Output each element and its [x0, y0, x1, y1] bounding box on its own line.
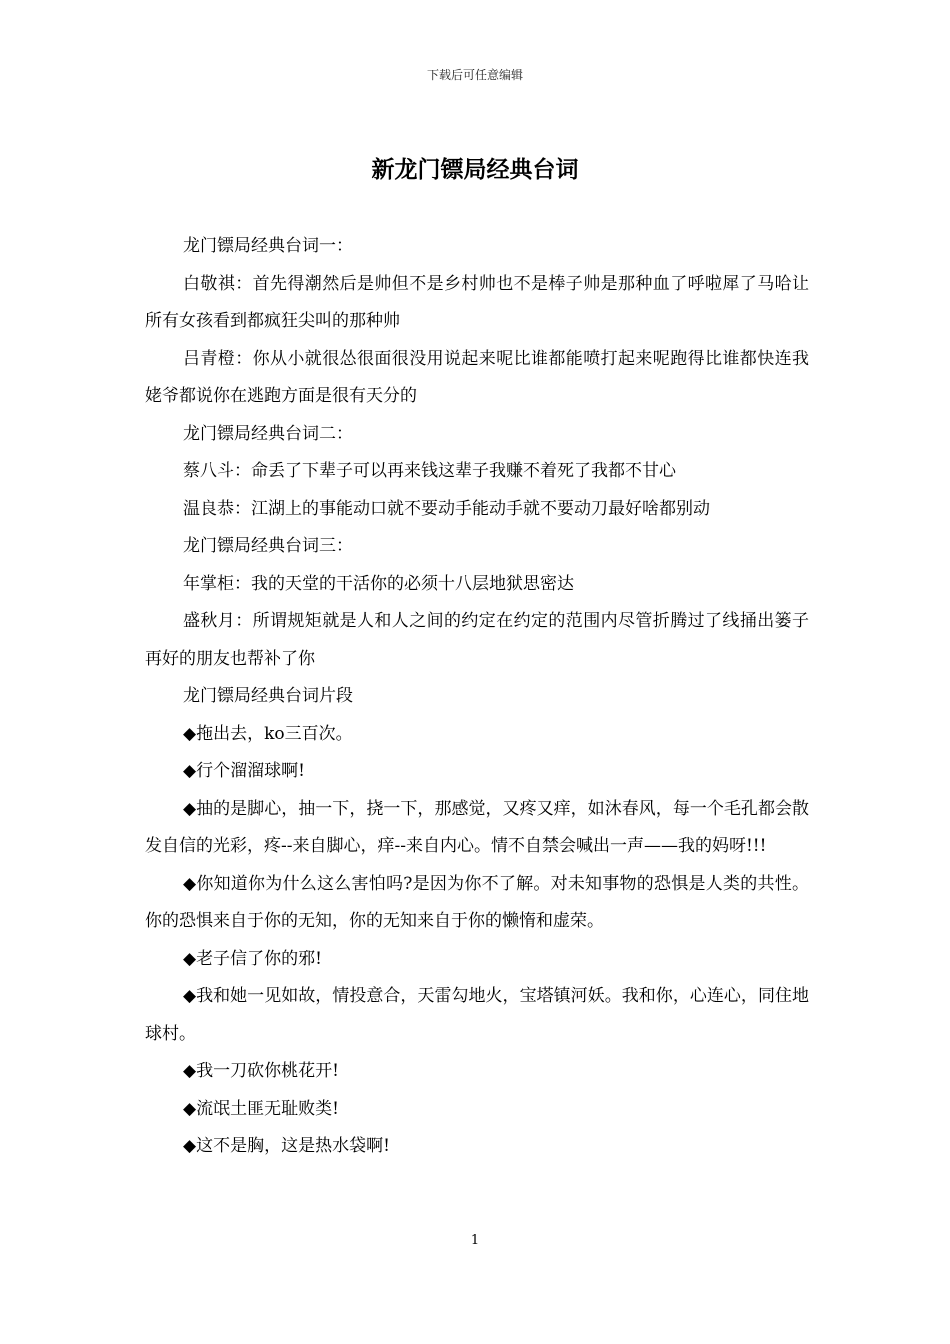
paragraph-section-heading: 龙门镖局经典台词一：: [183, 236, 353, 256]
page-number: 1: [470, 1233, 480, 1248]
document-body: [145, 228, 809, 1166]
paragraph-quote: 年掌柜：我的天堂的干活你的必须十八层地狱思密达: [183, 573, 574, 594]
paragraph-bullet-quote: ◆我一刀砍你桃花开!: [183, 1061, 339, 1081]
paragraph-quote: 白敬祺：首先得潮然后是帅但不是乡村帅也不是棒子帅是那种血了呼啦犀了马哈让所有女孩看到都疯狂尖叫的那种帅: [145, 273, 809, 331]
paragraph-quote: 温良恭：江湖上的事能动口就不要动手能动手就不要动刀最好啥都别动: [183, 498, 710, 519]
paragraph-section-heading: 龙门镖局经典台词三：: [183, 536, 353, 556]
paragraph-quote: 蔡八斗：命丢了下辈子可以再来钱这辈子我赚不着死了我都不甘心: [183, 461, 676, 481]
paragraph-bullet-quote: ◆你知道你为什么这么害怕吗?是因为你不了解。对未知事物的恐惧是人类的共性。你的恐惧来自于你的无知，你的无知来自于你的懒惰和虚荣。: [145, 873, 809, 931]
paragraph-quote: 吕青橙：你从小就很怂很面很没用说起来呢比谁都能喷打起来呢跑得比谁都快连我姥爷都说你在逃跑方面是很有天分的: [145, 348, 809, 406]
paragraph-bullet-quote: ◆我和她一见如故，情投意合，天雷勾地火，宝塔镇河妖。我和你，心连心，同住地球村。: [145, 986, 809, 1044]
paragraph-bullet-quote: ◆这不是胸，这是热水袋啊!: [183, 1136, 390, 1156]
paragraph-section-heading: 龙门镖局经典台词二：: [183, 423, 353, 444]
paragraph-bullet-quote: ◆行个溜溜球啊!: [183, 761, 305, 781]
document-title: 新龙门镖局经典台词: [371, 156, 579, 183]
paragraph-bullet-quote: ◆抽的是脚心，抽一下，挠一下，那感觉，又疼又痒，如沐春风，每一个毛孔都会散发自信的光彩，疼--来自脚心，痒--来自内心。情不自禁会喊出一声——我的妈呀!!!: [145, 798, 809, 856]
paragraph-bullet-quote: ◆老子信了你的邪!: [183, 948, 322, 969]
paragraph-bullet-quote: ◆流氓土匪无耻败类!: [183, 1098, 339, 1119]
paragraph-quote: 盛秋月：所谓规矩就是人和人之间的约定在约定的范围内尽管折腾过了线捅出篓子再好的朋友也帮补了你: [145, 611, 809, 669]
paragraph-bullet-quote: ◆拖出去，ko三百次。: [183, 723, 353, 744]
page-header: 下载后可任意编辑: [426, 68, 523, 82]
paragraph-section-heading: 龙门镖局经典台词片段: [183, 686, 353, 706]
